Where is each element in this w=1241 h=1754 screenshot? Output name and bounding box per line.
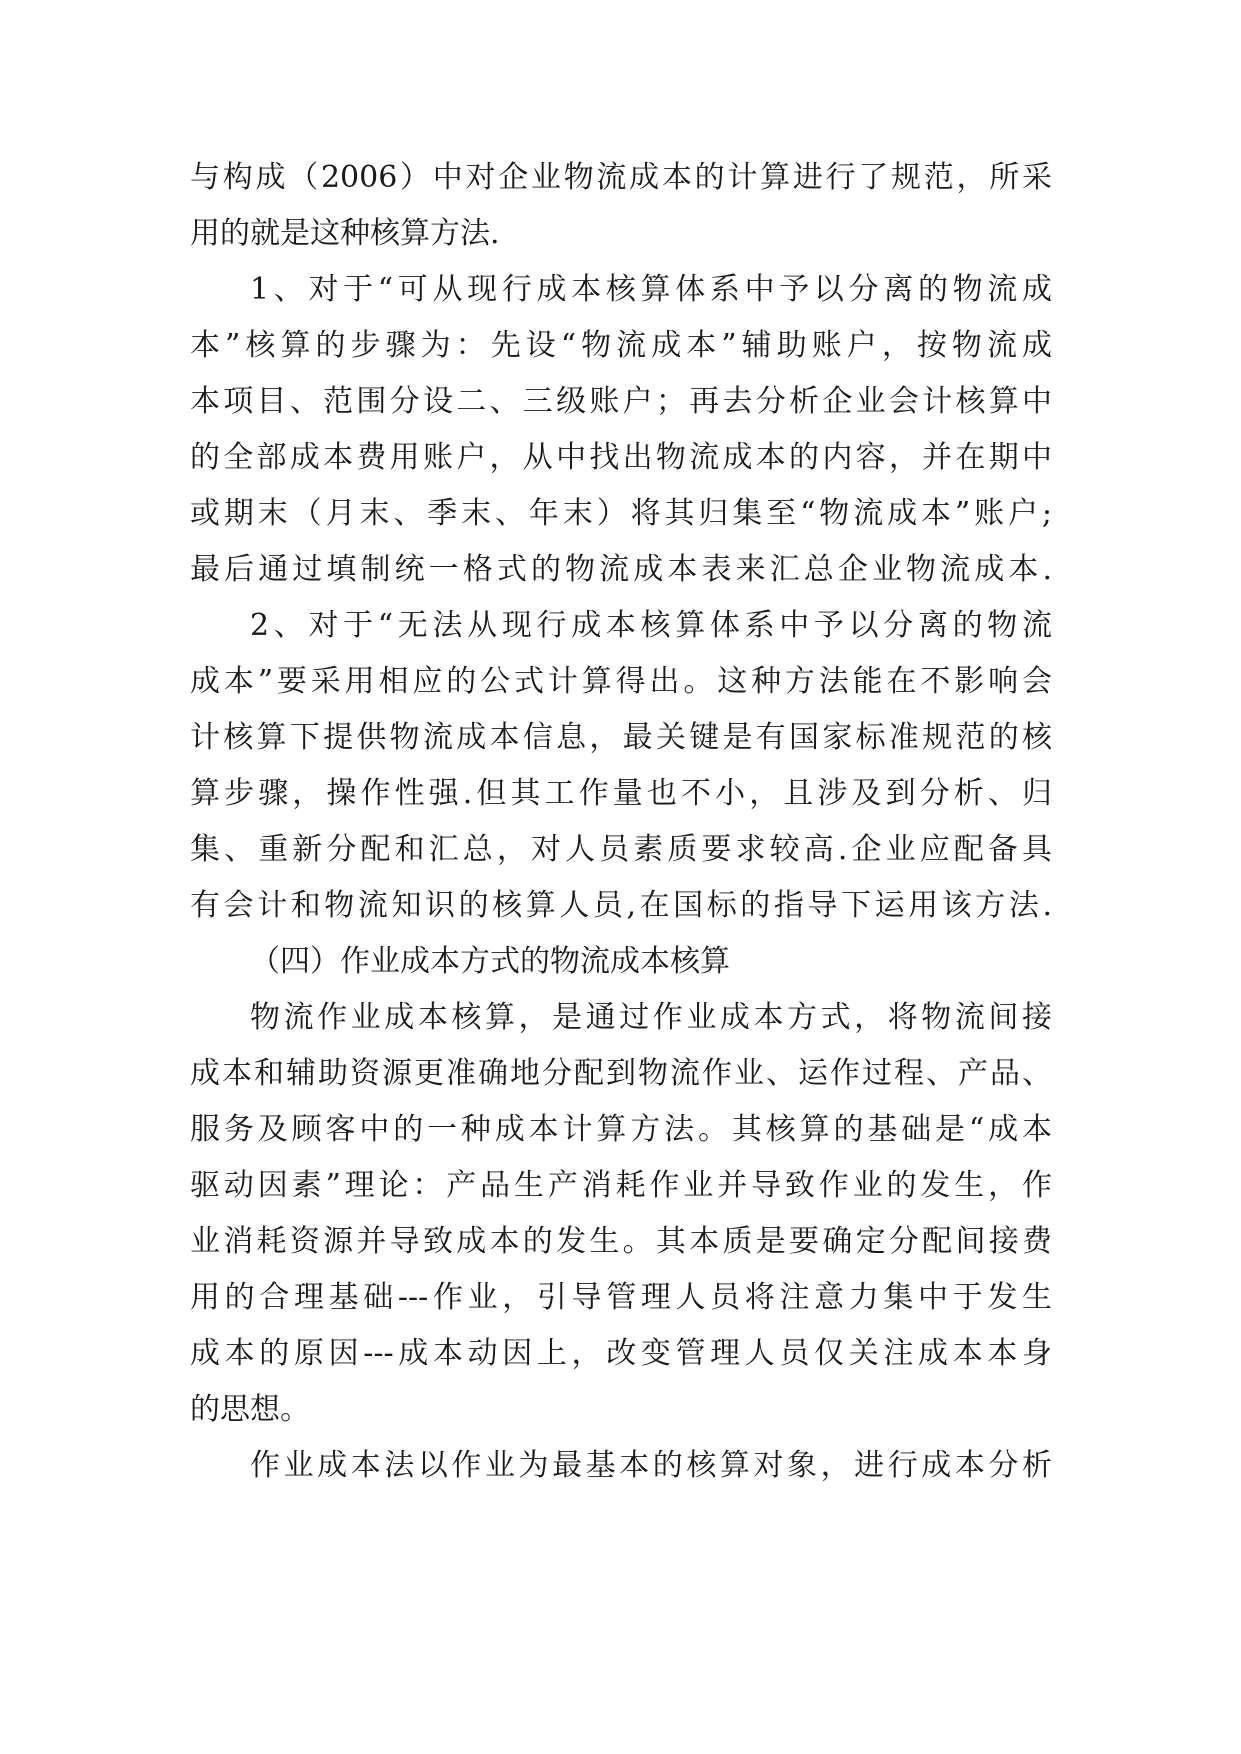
section-heading: （四）作业成本方式的物流成本核算: [250, 944, 730, 979]
paragraph-line: 集、重新分配和汇总，对人员素质要求较高.企业应配备具: [190, 832, 1052, 867]
paragraph-line: 业消耗资源并导致成本的发生。其本质是要确定分配间接费: [190, 1224, 1052, 1259]
paragraph-line: 1、对于“可从现行成本核算体系中予以分离的物流成: [250, 272, 1052, 307]
paragraph-line: 的全部成本费用账户，从中找出物流成本的内容，并在期中: [190, 440, 1052, 475]
paragraph-line: 成本和辅助资源更准确地分配到物流作业、运作过程、产品、: [190, 1056, 1052, 1091]
paragraph-line: 的思想。: [190, 1392, 310, 1427]
paragraph-line: 驱动因素”理论：产品生产消耗作业并导致作业的发生，作: [190, 1168, 1052, 1203]
paragraph-line: 服务及顾客中的一种成本计算方法。其核算的基础是“成本: [190, 1112, 1052, 1147]
paragraph-line: 本项目、范围分设二、三级账户；再去分析企业会计核算中: [190, 384, 1052, 419]
paragraph-line: 用的合理基础---作业，引导管理人员将注意力集中于发生: [190, 1280, 1052, 1315]
paragraph-line: 计核算下提供物流成本信息，最关键是有国家标准规范的核: [190, 720, 1052, 755]
paragraph-line: 或期末（月末、季末、年末）将其归集至“物流成本”账户;: [190, 496, 1052, 531]
paragraph-line: 有会计和物流知识的核算人员,在国标的指导下运用该方法.: [190, 888, 1052, 923]
paragraph-line: 本”核算的步骤为：先设“物流成本”辅助账户，按物流成: [190, 328, 1052, 363]
paragraph-line: 最后通过填制统一格式的物流成本表来汇总企业物流成本.: [190, 552, 1052, 587]
paragraph-line: 成本”要采用相应的公式计算得出。这种方法能在不影响会: [190, 664, 1052, 699]
paragraph-line: 2、对于“无法从现行成本核算体系中予以分离的物流: [250, 608, 1052, 643]
paragraph-line: 用的就是这种核算方法.: [190, 216, 500, 251]
paragraph-line: 作业成本法以作业为最基本的核算对象，进行成本分析: [250, 1448, 1052, 1483]
paragraph-line: 与构成（2006）中对企业物流成本的计算进行了规范，所采: [190, 160, 1052, 195]
paragraph-line: 成本的原因---成本动因上，改变管理人员仅关注成本本身: [190, 1336, 1052, 1371]
paragraph-line: 算步骤，操作性强.但其工作量也不小，且涉及到分析、归: [190, 776, 1052, 811]
paragraph-line: 物流作业成本核算，是通过作业成本方式，将物流间接: [250, 1000, 1052, 1035]
